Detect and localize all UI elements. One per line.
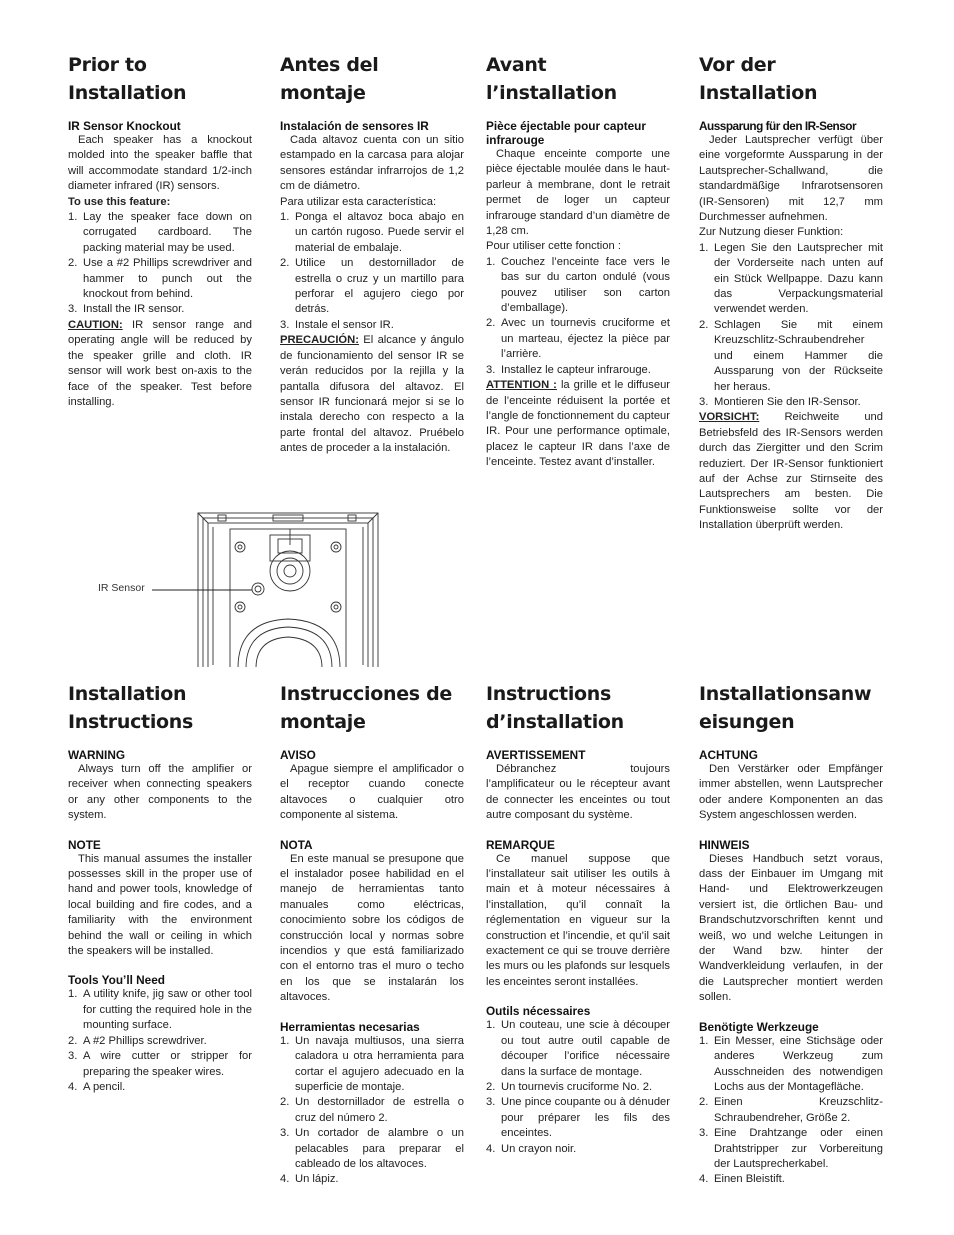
warning-text: Débranchez toujours l’amplificateur ou le récepteur avant de connecter les enceintes ou tout autre composant du système.	[486, 763, 670, 822]
tool-item: 2. Un destornillador de estrella o cruz del número 2.	[280, 1096, 464, 1124]
note-text: Dieses Handbuch setzt voraus, dass der Einbauer im Umgang mit Hand- und Elektrowerkzeugen versiert ist, die örtlichen Bau- und Brandschutzvorschriften kennt und weiß, wo und welche Leitungen in der Wand bzw. hinter der Wandverkleidung verlaufen, in der die Lautsprecher montiert werden sollen.	[699, 852, 883, 1004]
heading: Vor der Installation	[699, 54, 818, 104]
note-text: Ce manuel suppose que l’installateur sait utiliser les outils à main et à moteur nécessaires à l’installation, qu’il connaît la réglementation en vigueur sur la construction et l’incendie, et qu’il sait exactement ce qui se trouve derrière les murs ou les plafonds sur lesquels les enceintes seront installées.	[486, 852, 670, 988]
use-label: Zur Nutzung dieser Funktion:	[699, 226, 844, 239]
warning-heading: AVISO	[280, 748, 316, 762]
use-label: Para utilizar esta característica:	[280, 195, 437, 208]
section-installation-es	[280, 680, 464, 1188]
tools-list	[486, 1018, 670, 1157]
note-heading: HINWEIS	[699, 837, 750, 852]
tool-item: 3. A wire cutter or stripper for preparing the speaker wires.	[68, 1050, 252, 1078]
warning-text: Always turn off the amplifier or receiver when connecting speakers or any other components to the system.	[68, 763, 252, 822]
warning-heading: ACHTUNG	[699, 748, 758, 762]
steps-list	[280, 210, 464, 333]
step-item: 1. Legen Sie den Lautsprecher mit der Vorderseite nach unten auf ein Stück Wellpappe. Dazu kann das Verpackungsmaterial verwendet werden.	[699, 241, 883, 316]
heading: Instrucciones de montaje	[280, 683, 452, 733]
subheading: Aussparung für den IR-Sensor	[699, 119, 857, 133]
warning-heading: AVERTISSEMENT	[486, 748, 586, 762]
step-item: 3. Montieren Sie den IR-Sensor.	[699, 395, 861, 408]
tool-item: 1. Ein Messer, eine Stichsäge oder anderes Werkzeug zum Ausschneiden des notwendigen Lochs aus der Montagefläche.	[699, 1034, 883, 1093]
tool-item: 3. Une pince coupante ou à dénuder pour préparer les fils des enceintes.	[486, 1096, 670, 1140]
tool-item: 3. Eine Drahtzange oder einen Drahtstripper zur Vorbereitung der Lautsprecherkabel.	[699, 1127, 883, 1170]
subheading: Instalación de sensores IR	[280, 119, 429, 133]
tool-item: 2. A #2 Phillips screwdriver.	[68, 1034, 207, 1047]
step-item: 3. Install the IR sensor.	[68, 303, 185, 316]
warning-heading: WARNING	[68, 748, 126, 762]
steps-list	[486, 255, 670, 378]
tool-item: 4. Un crayon noir.	[486, 1142, 577, 1155]
tool-item: 1. Un couteau, une scie à découper ou tout autre outil capable de découper l’orifice nécessaire dans la surface de montage.	[486, 1019, 670, 1078]
note-heading: REMARQUE	[486, 837, 555, 852]
step-item: 2. Use a #2 Phillips screwdriver and hammer to punch out the knockout from behind.	[68, 257, 252, 301]
subheading: Pièce éjectable pour capteur infrarouge	[486, 119, 646, 147]
step-item: 2. Avec un tournevis cruciforme et un marteau, éjectez la pièce par l’arrière.	[486, 317, 670, 361]
heading: Prior to Installation	[68, 54, 187, 104]
tools-heading: Herramientas necesarias	[280, 1019, 420, 1034]
step-item: 1. Ponga el altavoz boca abajo en un cartón rugoso. Puede servir el material de embalaje.	[280, 211, 464, 254]
tools-list	[699, 1034, 883, 1188]
tools-heading: Outils nécessaires	[486, 1004, 591, 1019]
paragraph: Each speaker has a knockout molded into the speaker baffle that will accommodate standard 1/2-inch diameter infrared (IR) sensors.	[68, 134, 252, 193]
caution-text: CAUTION: IR sensor range and operating angle will be reduced by the speaker grille and cloth. IR sensor will work best on-axis to the face of the speaker. Test before installing.	[68, 318, 253, 408]
tool-item: 3. Un cortador de alambre o un pelacables para preparar el cableado de los altavoces.	[280, 1127, 464, 1170]
paragraph: Chaque enceinte comporte une pièce éjectable moulée dans le haut-parleur à membrane, dont le retrait permet de loger un capteur infrarouge standard d’un diamètre de 1,28 cm.	[486, 148, 670, 238]
heading: Installation Instructions	[68, 683, 194, 733]
warning-text: Apague siempre el amplificador o el receptor cuando conecte altavoces o cualquier otro componente al sistema.	[280, 763, 464, 822]
tools-heading: Tools You’ll Need	[68, 973, 166, 988]
use-label: To use this feature:	[68, 195, 171, 208]
step-item: 1. Couchez l’enceinte face vers le bas sur du carton ondulé (vous pouvez utiliser son carton d’emballage).	[486, 255, 670, 315]
caution-text: ATTENTION : la grille et le diffuseur de l’enceinte réduisent la portée et l’angle de fonctionnement du capteur IR. Pour une performance optimale, placez le capteur IR dans l’axe de l’enceinte. Testez avant d’installer.	[486, 379, 671, 469]
note-heading: NOTA	[280, 837, 313, 852]
step-item: 3. Installez le capteur infrarouge.	[486, 363, 651, 376]
heading: Avant l’installation	[486, 54, 617, 104]
note-heading: NOTE	[68, 837, 101, 852]
use-label: Pour utiliser cette fonction :	[486, 240, 621, 253]
tool-item: 2. Einen Kreuzschlitz-Schraubendreher, Größe 2.	[699, 1096, 883, 1124]
section-installation-de	[699, 680, 883, 1188]
tools-list	[280, 1034, 464, 1188]
step-item: 2. Utilice un destornillador de estrella o cruz y un martillo para perforar el agujero ciego por detrás.	[280, 257, 464, 316]
ir-sensor-label: IR Sensor	[98, 582, 145, 594]
tools-list	[68, 987, 252, 1095]
tool-item: 4. Einen Bleistift.	[699, 1173, 785, 1186]
note-text: This manual assumes the installer possesses skill in the proper use of hand and power tools, knowledge of local building and fire codes, and a familiarity with the environment behind the wall or ceiling in which the speakers will be installed.	[68, 852, 252, 958]
tools-heading: Benötigte Werkzeuge	[699, 1019, 819, 1034]
tool-item: 4. Un lápiz.	[280, 1173, 339, 1186]
tool-item: 4. A pencil.	[68, 1080, 126, 1093]
steps-list	[699, 241, 883, 410]
heading: Installationsanweisungen	[699, 683, 872, 733]
paragraph: Cada altavoz cuenta con un sitio estampado en la carcasa para alojar sensores estándar infrarrojos de 1,2 cm de diámetro.	[280, 134, 464, 193]
section-prior-installation-de	[699, 51, 883, 534]
step-item: 2. Schlagen Sie mit einem Kreuzschlitz-Schraubendreher und einem Hammer die Aussparung von der Rückseite her heraus.	[699, 318, 883, 393]
section-installation-fr	[486, 680, 670, 1157]
heading: Antes del montaje	[280, 54, 379, 104]
tool-item: 2. Un tournevis cruciforme No. 2.	[486, 1080, 653, 1093]
section-prior-installation-fr	[486, 51, 670, 471]
caution-text: VORSICHT: Reichweite und Betriebsfeld des IR-Sensors werden durch das Ziergitter und den Scrim reduziert. Der IR-Sensor funktioniert auf der Achse zur Stirnseite des Lautsprechers am besten. Die Funktionsweise sollte vor der Installation überprüft werden.	[699, 411, 883, 532]
tool-item: 1. Un navaja multiusos, una sierra caladora u otra herramienta para cortar el agujero adecuado en la superficie de montaje.	[280, 1034, 464, 1093]
caution-text: PRECAUCIÓN: El alcance y ángulo de funcionamiento del sensor IR se verán reducidos por la rejilla y la pantalla difusora del altavoz. El sensor IR funcionará mejor si se lo instala derecho con respecto a la parte frontal del altavoz. Pruébelo antes de proceder a la instalación.	[280, 334, 464, 455]
subheading: IR Sensor Knockout	[68, 119, 181, 133]
steps-list	[68, 210, 252, 318]
paragraph: Jeder Lautsprecher verfügt über eine vorgeformte Aussparung in der Lautsprecher-Schallwand, die standardmäßige Infrarotsensoren (IR-Sensoren) mit 12,7 mm Durchmesser aufnehmen.	[699, 134, 883, 224]
section-installation-en	[68, 680, 252, 1095]
heading: Instructions d’installation	[486, 683, 624, 733]
step-item: 1. Lay the speaker face down on corrugated cardboard. The packing material may be used.	[68, 211, 252, 254]
warning-text: Den Verstärker oder Empfänger immer abstellen, wenn Lautsprecher oder andere Komponenten an das System angeschlossen werden.	[699, 763, 883, 822]
section-prior-installation-es	[280, 51, 464, 457]
tool-item: 1. A utility knife, jig saw or other tool for cutting the required hole in the mounting surface.	[68, 988, 252, 1032]
speaker-ir-sensor-diagram	[90, 505, 390, 667]
section-prior-installation-en	[68, 51, 252, 410]
note-text: En este manual se presupone que el instalador posee habilidad en el manejo de herramientas tanto manuales como eléctricas, conocimiento sobre los códigos de construcción local y normas sobre incendios y que está familiarizado con el entorno tras el muro o techo en los que se instalarán los altavoces.	[280, 852, 464, 1004]
step-item: 3. Instale el sensor IR.	[280, 318, 394, 331]
